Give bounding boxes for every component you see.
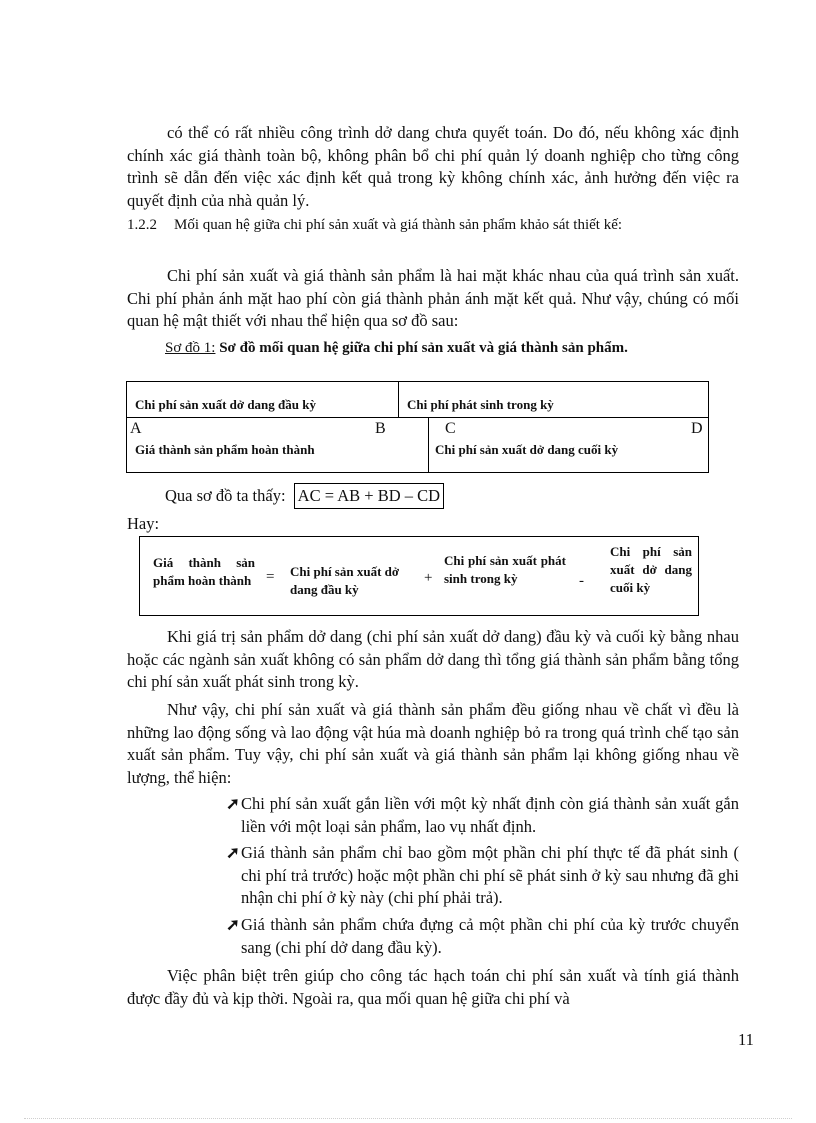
section-title: Mối quan hệ giữa chi phí sản xuất và giá thành sản phẩm khảo sát thiết kế: (174, 217, 623, 233)
page-bottom-divider (24, 1118, 792, 1119)
list-item (226, 842, 739, 910)
caption-label: Sơ đồ 1: (165, 340, 216, 356)
diagram-point-c: C (445, 420, 456, 437)
equation-closing-wip: Chi phí sản xuất dở dang cuối kỳ (610, 544, 692, 595)
cost-relationship-diagram (126, 381, 709, 473)
diagram-caption (165, 338, 628, 358)
diagram-point-d: D (691, 420, 703, 437)
list-item-text: Giá thành sản phẩm chứa đựng cả một phần chi phí của kỳ trước chuyển sang (chi phí dở dang đầu kỳ). (241, 915, 739, 957)
diagram-divider-horizontal (127, 417, 708, 418)
arrow-bullet-icon: ➚ (226, 794, 240, 813)
section-number: 1.2.2 (127, 217, 157, 233)
formula-intro: Qua sơ đồ ta thấy: (165, 486, 286, 505)
list-item-text: Chi phí sản xuất gắn liền với một kỳ nhất định còn giá thành sản xuất gắn liền với một loại sản phẩm, lao vụ nhất định. (241, 794, 739, 836)
paragraph-conclusion: Việc phân biệt trên giúp cho công tác hạch toán chi phí sản xuất và tính giá thành được đầy đủ và kịp thời. Ngoài ra, qua mối quan hệ giữa chi phí và (127, 966, 739, 1008)
cost-equation-box (139, 536, 699, 616)
equation-period-costs: Chi phí sản xuất phát sinh trong kỳ (444, 553, 566, 586)
diagram-point-a: A (130, 420, 142, 437)
list-item-text: Giá thành sản phẩm chỉ bao gồm một phần chi phí thực tế đã phát sinh ( chi phí trả trước) hoặc một phần chi phí sẽ phát sinh ở kỳ sau nhưng đã ghi nhận chi phí ở kỳ này (chi phí phải trả). (241, 843, 739, 907)
paragraph-relationship: Chi phí sản xuất và giá thành sản phẩm là hai mặt khác nhau của quá trình sản xuất. Chi phí phản ánh mặt hao phí còn giá thành phản ánh mặt kết quả. Như vậy, chúng có mối quan hệ mật thiết với nhau thể hiện qua sơ đồ sau: (127, 266, 739, 330)
diagram-period-costs: Chi phí phát sinh trong kỳ (407, 397, 554, 412)
caption-title: Sơ đồ mối quan hệ giữa chi phí sản xuất và giá thành sản phẩm. (219, 340, 628, 356)
list-item (226, 793, 739, 838)
arrow-bullet-icon: ➚ (226, 843, 240, 862)
diagram-finished-cost: Giá thành sản phẩm hoàn thành (135, 442, 315, 457)
page-number: 11 (738, 1030, 754, 1049)
paragraph-intro: có thể có rất nhiều công trình dở dang chưa quyết toán. Do đó, nếu không xác định chính xác giá thành toàn bộ, không phân bổ chi phí quản lý doanh nghiệp cho từng công trình sẽ dẫn đến việc xác định kết quả trong kỳ không chính xác, ảnh hưởng đến việc ra quyết định của nhà quản lý. (127, 123, 739, 210)
list-item (226, 914, 739, 959)
equation-minus: - (579, 573, 584, 589)
hay-label: Hay: (127, 514, 160, 533)
formula-line (165, 483, 444, 509)
paragraph-differences: Như vậy, chi phí sản xuất và giá thành sản phẩm đều giống nhau về chất vì đều là những lao động sống và lao động vật húa mà doanh nghiệp bỏ ra trong quá trình chế tạo sản xuất sản phẩm. Tuy vậy, chi phí sản xuất và giá thành sản phẩm lại không giống nhau về lượng, thể hiện: (127, 700, 739, 787)
equation-opening-wip: Chi phí sản xuất dở dang đầu kỳ (290, 564, 400, 597)
formula-expression: AC = AB + BD – CD (294, 483, 444, 509)
diagram-divider-bottom (428, 417, 429, 472)
equation-equals: = (266, 569, 275, 585)
arrow-bullet-icon: ➚ (226, 915, 240, 934)
diagram-point-b: B (375, 420, 386, 437)
diagram-divider-top (398, 382, 399, 417)
diagram-closing-wip: Chi phí sản xuất dở dang cuối kỳ (435, 442, 619, 457)
paragraph-equal-wip: Khi giá trị sản phẩm dở dang (chi phí sản xuất dở dang) đầu kỳ và cuối kỳ bằng nhau hoặc các ngành sản xuất không có sản phẩm dở dang thì tổng giá thành sản phẩm bằng tổng chi phí sản xuất phát sinh trong kỳ. (127, 627, 739, 691)
equation-plus: + (424, 570, 433, 586)
equation-finished-cost: Giá thành sản phẩm hoàn thành (153, 555, 255, 588)
diagram-opening-wip: Chi phí sản xuất dở dang đầu kỳ (135, 397, 316, 412)
